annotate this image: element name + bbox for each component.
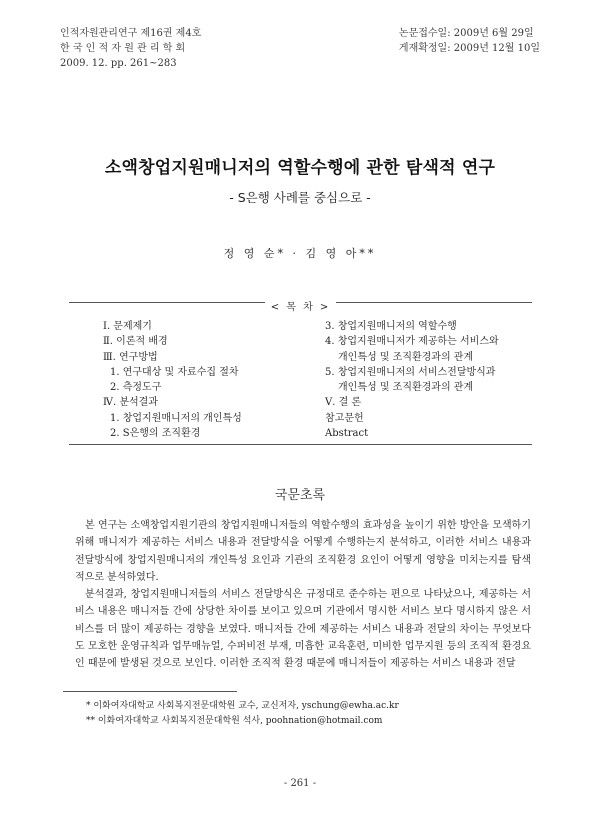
toc-item: 개인특성 및 조직환경과의 관계 <box>338 351 474 363</box>
toc-item: 1. 연구대상 및 자료수집 절차 <box>110 366 239 378</box>
submission-dates <box>399 26 540 56</box>
toc-item: 2. 측정도구 <box>110 382 162 394</box>
authors: 정 영 순* · 김 영 아** <box>223 247 377 260</box>
paper-title: 소액창업지원매니저의 역할수행에 관한 탐색적 연구 <box>104 158 496 178</box>
toc-item: Ⅱ. 이론적 배경 <box>103 336 168 348</box>
footnote-2: ** 이화여자대학교 사회복지전문대학원 석사, poohnation@hotmail.com <box>86 716 383 726</box>
footnote-divider <box>63 691 237 692</box>
toc-item: Ⅳ. 분석결과 <box>103 397 158 409</box>
abstract-paragraph-1: 본 연구는 소액창업지원기관의 창업지원매니저들의 역할수행의 효과성을 높이기 위한 방안을 모색하기 위해 매니저가 제공하는 서비스 내용과 전달방식을 어떻게 수행하는지 분석하고, 이러한 서비스 내용과 전달방식에 창업지원매니저의 개인특성 요인과 기관의 조직환경 요인이 어떻게 영향을 미치는지를 탐색적으로 분석하였다. <box>75 520 531 583</box>
toc-label-wrap <box>69 295 532 314</box>
abstract-paragraph-2: 분석결과, 창업지원매니저들의 서비스 전달방식은 규정대로 준수하는 편으로 나타났으나, 제공하는 서비스 내용은 매니저들 간에 상당한 차이를 보이고 있으며 기관에서 명시한 서비스 보다 명시하지 않은 서비스를 더 많이 제공하는 경향을 보였다. 매니저들 간에 제공하는 서비스 내용과 전달의 차이는 무엇보다도 모호한 운영규칙과 업무매뉴얼, 수퍼비전 부재, 미흡한 교육훈련, 미비한 업무지원 등의 조직적 환경요인 때문에 발생된 것으로 보인다. 이러한 조직적 환경 때문에 매니저들이 제공하는 서비스 내용과 전달 <box>75 589 531 670</box>
abstract-body <box>75 517 531 673</box>
received-date: 논문접수일: 2009년 6월 29일 <box>398 28 534 39</box>
issue-pages: 2009. 12. pp. 261~283 <box>60 58 177 69</box>
toc-item: Ⅰ. 문제제기 <box>103 321 152 332</box>
footnote-1: * 이화여자대학교 사회복지전문대학원 교수, 교신저자, yschung@ewha.ac.kr <box>86 701 399 711</box>
abstract-title: 국문초록 <box>274 488 326 503</box>
toc-right-column <box>325 319 499 441</box>
toc-label: < 목 차 > <box>265 302 337 313</box>
toc-item: 참고문헌 <box>325 412 364 424</box>
paper-subtitle: - S은행 사례를 중심으로 - <box>229 190 371 205</box>
table-of-contents <box>69 302 532 445</box>
toc-item: Ⅲ. 연구방법 <box>103 351 158 363</box>
journal-info <box>60 26 201 71</box>
toc-item: 3. 창업지원매니저의 역할수행 <box>325 321 457 332</box>
toc-item: 개인특성 및 조직환경과의 관계 <box>338 382 474 394</box>
toc-item: 5. 창업지원매니저의 서비스전달방식과 <box>325 366 496 378</box>
toc-item: 1. 창업지원매니저의 개인특성 <box>110 412 242 424</box>
toc-item: 4. 창업지원매니저가 제공하는 서비스와 <box>325 336 499 348</box>
toc-left-column <box>103 319 242 441</box>
footnotes <box>86 699 399 729</box>
page-number: - 261 - <box>283 778 317 789</box>
toc-item: Ⅴ. 결 론 <box>325 397 362 409</box>
society-name: 한 국 인 적 자 원 관 리 학 회 <box>60 43 186 54</box>
toc-item: Abstract <box>325 428 369 440</box>
journal-name: 인적자원관리연구 제16권 제4호 <box>60 28 202 39</box>
accepted-date: 게재확정일: 2009년 12월 10일 <box>398 43 540 54</box>
toc-item: 2. S은행의 조직환경 <box>110 428 201 440</box>
